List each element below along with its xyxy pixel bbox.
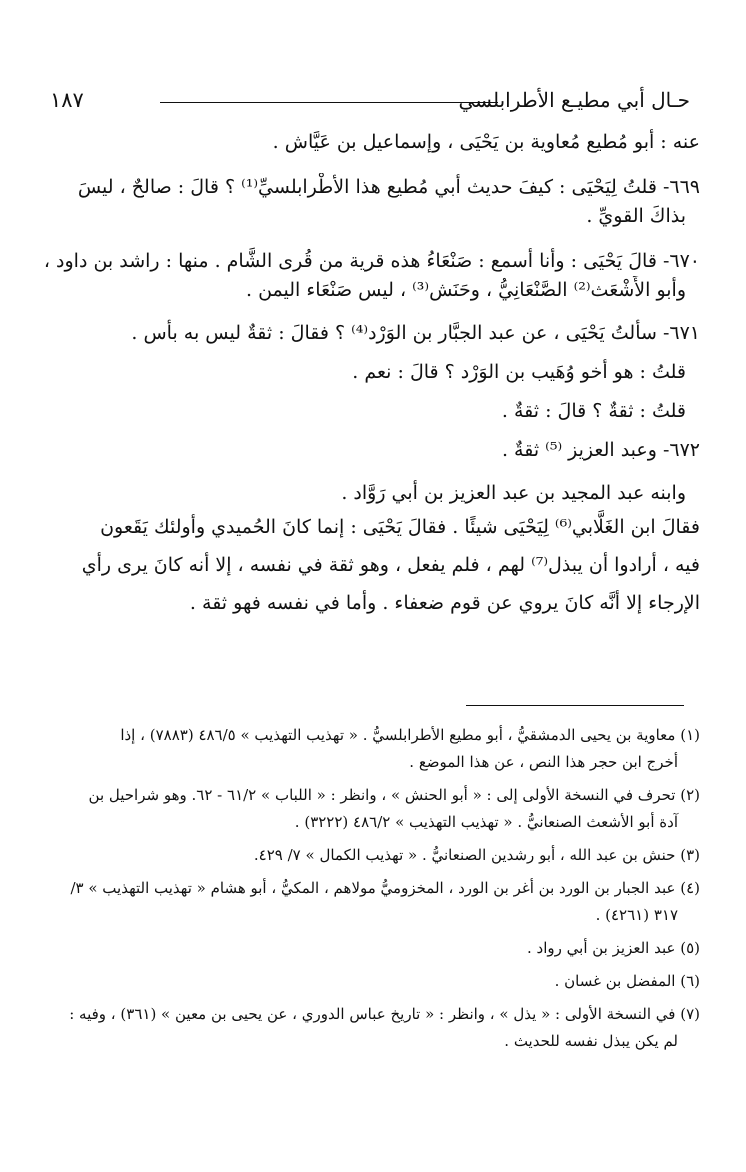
footnote-2: (٢) تحرف في النسخة الأولى إلى : « أبو الحنش » ، وانظر : « اللباب » ٦١/٢ - ٦٢. وهو شراحيل بن	[88, 786, 700, 804]
footnote-5: (٥) عبد العزيز بن أبي رواد .	[527, 939, 700, 957]
footnote-3: (٣) حنش بن عبد الله ، أبو رشدين الصنعانيُّ . « تهذيب الكمال » ٧/ ٤٢٩.	[253, 846, 700, 864]
text-line: فيه ، أرادوا أن يبذل⁽⁷⁾ لهم ، فلم يفعل ، وهو ثقة في نفسه ، إلا أنه كانَ يرى رأي	[81, 554, 700, 576]
text-line: بذاكَ القويِّ .	[586, 205, 686, 227]
text-line: وابنه عبد المجيد بن عبد العزيز بن أبي رَوَّاد .	[341, 482, 686, 504]
header-rule	[160, 102, 498, 103]
entry-670: ٦٧٠- قالَ يَحْيَى : وأنا أسمع : صَنْعَاءُ هذه قرية من قُرى الشَّام . منها : راشد بن داود ،	[43, 250, 700, 272]
footnote-7: (٧) في النسخة الأولى : « يذل » ، وانظر : « تاريخ عباس الدوري ، عن يحيى بن معين » (٣٦١) ، وفيه :	[69, 1005, 700, 1023]
text-line: وأبو الأَشْعَث⁽²⁾ الصَّنْعَانِيُّ ، وحَنَش⁽³⁾ ، ليس صَنْعَاء اليمن .	[246, 279, 686, 301]
page-header	[50, 88, 690, 118]
entry-669: ٦٦٩- قلتُ لِيَحْيَى : كيفَ حديث أبي مُطيع هذا الأطْرابلسيِّ⁽¹⁾ ؟ قالَ : صالحٌ ، ليسَ	[77, 176, 700, 198]
footnote-continuation: ٣١٧ (٤٢٦١) .	[595, 906, 678, 924]
text-line: عنه : أبو مُطيع مُعاوية بن يَحْيَى ، وإسماعيل بن عَيَّاش .	[272, 131, 700, 153]
text-line: فقالَ ابن الغَلَّابي⁽⁶⁾ لِيَحْيَى شيئًا . فقالَ يَحْيَى : إنما كانَ الحُميدي وأولئك يَقَعون	[100, 516, 700, 538]
text-line: قلتُ : هو أخو وُهَيب بن الوَرْد ؟ قالَ : نعم .	[352, 361, 686, 383]
entry-671: ٦٧١- سألتُ يَحْيَى ، عن عبد الجبَّار بن الوَرْد⁽⁴⁾ ؟ فقالَ : ثقةٌ ليس به بأس .	[131, 322, 700, 344]
footnote-continuation: أخرج ابن حجر هذا النص ، عن هذا الموضع .	[409, 753, 678, 771]
footnote-rule	[466, 705, 684, 706]
text-line: الإرجاء إلا أنَّه كانَ يروي عن قوم ضعفاء . وأما في نفسه فهو ثقة .	[189, 592, 700, 614]
running-title: حـال أبي مطيـع الأطرابلسي	[458, 88, 690, 112]
page-number: ١٨٧	[50, 88, 84, 112]
text-line: قلتُ : ثقةٌ ؟ قالَ : ثقةٌ .	[501, 400, 686, 422]
footnotes	[36, 722, 700, 1055]
footnote-1: (١) معاوية بن يحيى الدمشقيُّ ، أبو مطيع الأطرابلسيُّ . « تهذيب التهذيب » ٤٨٦/٥ (٧٨٨٣) ، إذا	[120, 726, 700, 744]
main-text	[36, 128, 700, 622]
footnote-4: (٤) عبد الجبار بن الورد بن أغر بن الورد ، المخزوميُّ مولاهم ، المكيُّ ، أبو هشام « تهذيب التهذيب » ٣/	[70, 879, 700, 897]
entry-672: ٦٧٢- وعبد العزيز ⁽⁵⁾ ثقةٌ .	[501, 439, 700, 461]
footnote-continuation: آدة أبو الأشعث الصنعانيُّ . « تهذيب التهذيب » ٤٨٦/٢ (٣٢٢٢) .	[294, 813, 678, 831]
footnote-6: (٦) المفضل بن غسان .	[554, 972, 700, 990]
footnote-continuation: لم يكن يبذل نفسه للحديث .	[504, 1032, 678, 1050]
